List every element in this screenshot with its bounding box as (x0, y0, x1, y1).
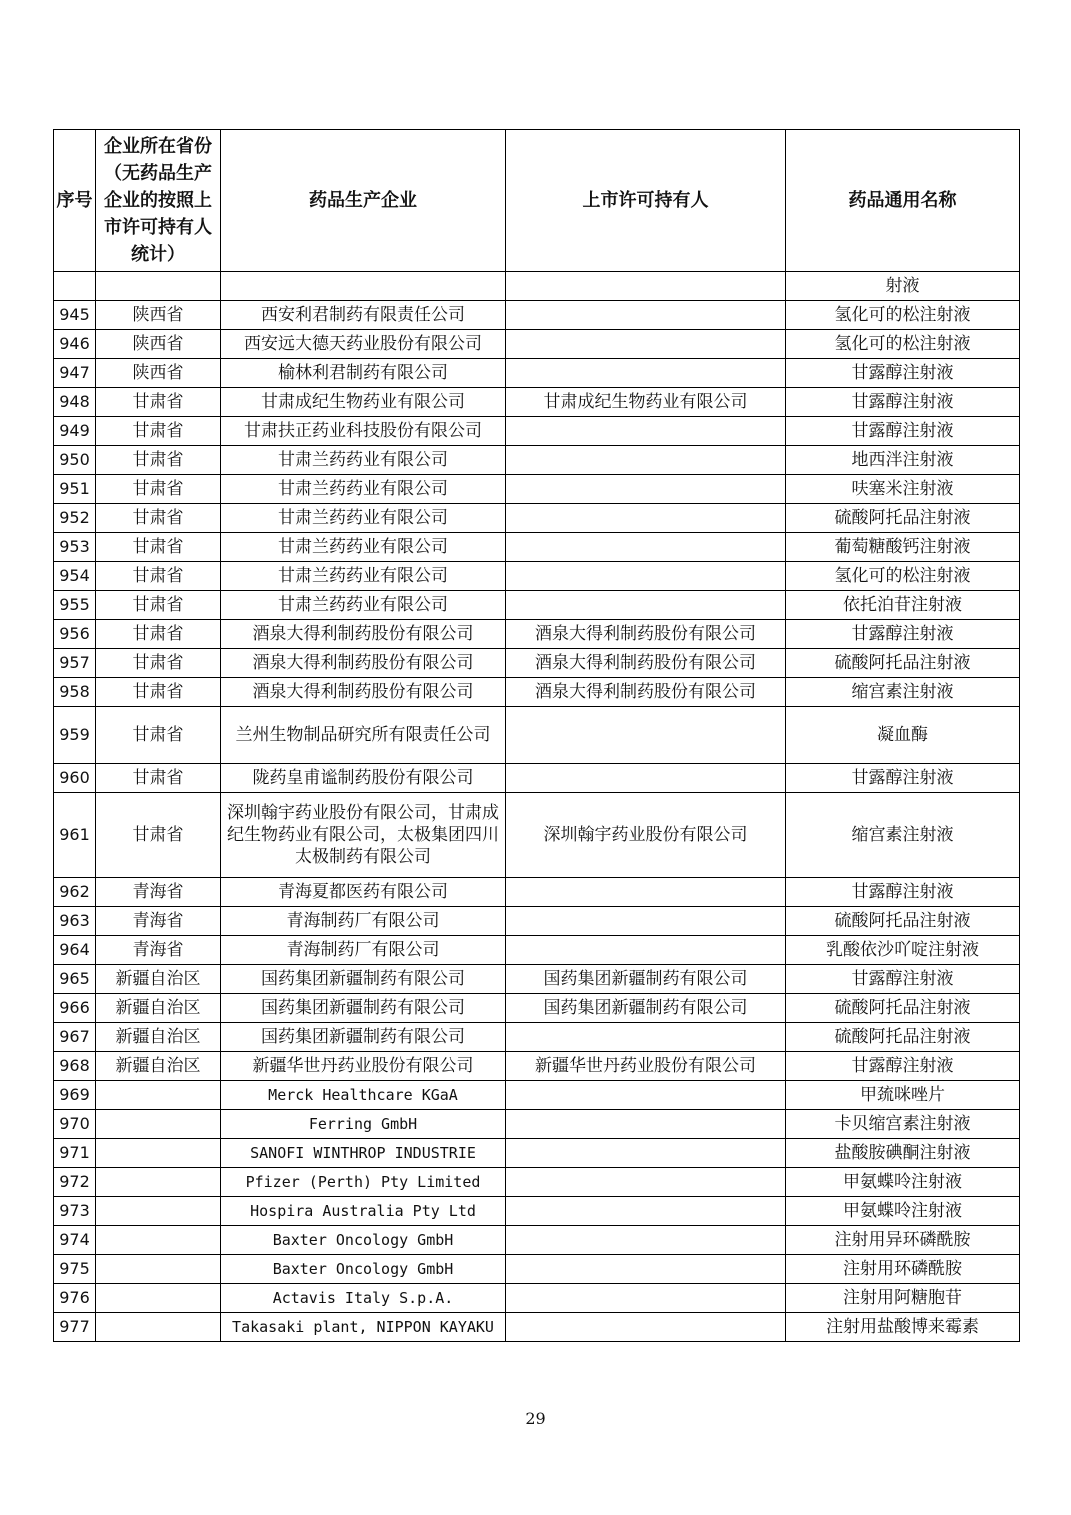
cell-drug: 硫酸阿托品注射液 (786, 907, 1020, 936)
cell-province: 甘肃省 (96, 533, 221, 562)
cell-drug: 甘露醇注射液 (786, 359, 1020, 388)
table-row (54, 907, 1020, 936)
cell-province (96, 272, 221, 301)
table-row (54, 793, 1020, 878)
cell-province: 甘肃省 (96, 591, 221, 620)
cell-manufacturer: Hospira Australia Pty Ltd (221, 1197, 506, 1226)
table-row (54, 649, 1020, 678)
cell-drug: 硫酸阿托品注射液 (786, 994, 1020, 1023)
cell-drug: 注射用盐酸博来霉素 (786, 1313, 1020, 1342)
table-row (54, 562, 1020, 591)
table-row (54, 446, 1020, 475)
cell-drug: 缩宫素注射液 (786, 793, 1020, 878)
cell-seq: 977 (54, 1313, 96, 1342)
cell-province: 新疆自治区 (96, 1023, 221, 1052)
cell-province (96, 1313, 221, 1342)
cell-manufacturer: 榆林利君制药有限公司 (221, 359, 506, 388)
cell-holder (506, 446, 786, 475)
cell-manufacturer: 甘肃兰药药业有限公司 (221, 504, 506, 533)
cell-holder (506, 504, 786, 533)
cell-holder (506, 1110, 786, 1139)
cell-holder: 国药集团新疆制药有限公司 (506, 994, 786, 1023)
table-row (54, 388, 1020, 417)
cell-drug: 甲氨蝶呤注射液 (786, 1197, 1020, 1226)
cell-manufacturer: 酒泉大得利制药股份有限公司 (221, 649, 506, 678)
cell-holder (506, 533, 786, 562)
cell-holder: 国药集团新疆制药有限公司 (506, 965, 786, 994)
cell-drug: 硫酸阿托品注射液 (786, 1023, 1020, 1052)
header-seq: 序号 (54, 130, 96, 272)
header-row (54, 130, 1020, 272)
cell-seq: 952 (54, 504, 96, 533)
cell-seq: 968 (54, 1052, 96, 1081)
cell-seq: 967 (54, 1023, 96, 1052)
cell-seq: 961 (54, 793, 96, 878)
cell-drug: 硫酸阿托品注射液 (786, 649, 1020, 678)
cell-holder (506, 707, 786, 764)
cell-drug: 氢化可的松注射液 (786, 301, 1020, 330)
cell-holder (506, 562, 786, 591)
cell-province (96, 1197, 221, 1226)
cell-holder (506, 1023, 786, 1052)
cell-seq: 976 (54, 1284, 96, 1313)
cell-seq: 955 (54, 591, 96, 620)
cell-drug: 硫酸阿托品注射液 (786, 504, 1020, 533)
cell-holder (506, 936, 786, 965)
table-row (54, 591, 1020, 620)
cell-province: 甘肃省 (96, 475, 221, 504)
cell-province: 陕西省 (96, 330, 221, 359)
cell-manufacturer: 甘肃兰药药业有限公司 (221, 533, 506, 562)
table-row (54, 878, 1020, 907)
header-holder: 上市许可持有人 (506, 130, 786, 272)
cell-holder: 深圳翰宇药业股份有限公司 (506, 793, 786, 878)
cell-province: 甘肃省 (96, 707, 221, 764)
cell-manufacturer: 甘肃兰药药业有限公司 (221, 591, 506, 620)
drug-list-table (53, 129, 1020, 1342)
cell-manufacturer: 酒泉大得利制药股份有限公司 (221, 620, 506, 649)
cell-province: 甘肃省 (96, 388, 221, 417)
cell-manufacturer: Actavis Italy S.p.A. (221, 1284, 506, 1313)
header-drug: 药品通用名称 (786, 130, 1020, 272)
cell-province: 甘肃省 (96, 764, 221, 793)
cell-holder (506, 1168, 786, 1197)
cell-drug: 氢化可的松注射液 (786, 562, 1020, 591)
cell-drug: 葡萄糖酸钙注射液 (786, 533, 1020, 562)
cell-holder (506, 878, 786, 907)
cell-province: 甘肃省 (96, 417, 221, 446)
table-row (54, 533, 1020, 562)
cell-holder (506, 1313, 786, 1342)
cell-province (96, 1168, 221, 1197)
cell-manufacturer: 陇药皇甫谧制药股份有限公司 (221, 764, 506, 793)
cell-drug: 甘露醇注射液 (786, 620, 1020, 649)
cell-holder (506, 907, 786, 936)
cell-province: 青海省 (96, 878, 221, 907)
cell-holder (506, 301, 786, 330)
cell-drug: 甘露醇注射液 (786, 388, 1020, 417)
cell-seq: 969 (54, 1081, 96, 1110)
table-row (54, 764, 1020, 793)
cell-drug: 缩宫素注射液 (786, 678, 1020, 707)
cell-manufacturer: Baxter Oncology GmbH (221, 1226, 506, 1255)
cell-seq: 945 (54, 301, 96, 330)
cell-drug: 注射用异环磷酰胺 (786, 1226, 1020, 1255)
cell-drug: 地西泮注射液 (786, 446, 1020, 475)
cell-province: 新疆自治区 (96, 1052, 221, 1081)
cell-manufacturer: 兰州生物制品研究所有限责任公司 (221, 707, 506, 764)
cell-drug: 凝血酶 (786, 707, 1020, 764)
cell-manufacturer: Merck Healthcare KGaA (221, 1081, 506, 1110)
cell-manufacturer: Ferring GmbH (221, 1110, 506, 1139)
cell-province: 甘肃省 (96, 620, 221, 649)
cell-seq: 964 (54, 936, 96, 965)
cell-drug: 甲巯咪唑片 (786, 1081, 1020, 1110)
cell-holder (506, 1081, 786, 1110)
table-row (54, 475, 1020, 504)
table-row (54, 1255, 1020, 1284)
cell-seq: 958 (54, 678, 96, 707)
cell-manufacturer: 甘肃兰药药业有限公司 (221, 475, 506, 504)
cell-province: 青海省 (96, 907, 221, 936)
cell-manufacturer: 西安利君制药有限责任公司 (221, 301, 506, 330)
cell-drug: 呋塞米注射液 (786, 475, 1020, 504)
cell-province (96, 1139, 221, 1168)
header-province: 企业所在省份（无药品生产企业的按照上市许可持有人统计） (96, 130, 221, 272)
cell-manufacturer: 新疆华世丹药业股份有限公司 (221, 1052, 506, 1081)
cell-province: 甘肃省 (96, 678, 221, 707)
cell-drug: 卡贝缩宫素注射液 (786, 1110, 1020, 1139)
cell-holder (506, 272, 786, 301)
cell-province (96, 1110, 221, 1139)
table-row (54, 678, 1020, 707)
cell-seq: 946 (54, 330, 96, 359)
cell-manufacturer: 甘肃成纪生物药业有限公司 (221, 388, 506, 417)
cell-seq: 947 (54, 359, 96, 388)
cell-province (96, 1284, 221, 1313)
table-row (54, 301, 1020, 330)
cell-province (96, 1081, 221, 1110)
cell-manufacturer: SANOFI WINTHROP INDUSTRIE (221, 1139, 506, 1168)
cell-seq: 956 (54, 620, 96, 649)
table-row (54, 1284, 1020, 1313)
table-row (54, 965, 1020, 994)
cell-seq: 966 (54, 994, 96, 1023)
cell-holder (506, 475, 786, 504)
cell-province: 陕西省 (96, 359, 221, 388)
cell-holder: 酒泉大得利制药股份有限公司 (506, 649, 786, 678)
cell-seq: 974 (54, 1226, 96, 1255)
cell-province: 甘肃省 (96, 562, 221, 591)
cell-drug: 甘露醇注射液 (786, 417, 1020, 446)
cell-seq: 959 (54, 707, 96, 764)
cell-holder (506, 417, 786, 446)
header-manufacturer: 药品生产企业 (221, 130, 506, 272)
table-row (54, 330, 1020, 359)
cell-seq: 975 (54, 1255, 96, 1284)
cell-manufacturer: 青海制药厂有限公司 (221, 936, 506, 965)
table-row (54, 1139, 1020, 1168)
cell-seq: 963 (54, 907, 96, 936)
cell-manufacturer: 深圳翰宇药业股份有限公司，甘肃成纪生物药业有限公司，太极集团四川太极制药有限公司 (221, 793, 506, 878)
cell-seq: 949 (54, 417, 96, 446)
cell-seq: 954 (54, 562, 96, 591)
cell-province: 新疆自治区 (96, 965, 221, 994)
cell-holder (506, 591, 786, 620)
cell-manufacturer: 国药集团新疆制药有限公司 (221, 994, 506, 1023)
cell-seq: 971 (54, 1139, 96, 1168)
table-row (54, 1197, 1020, 1226)
cell-seq: 951 (54, 475, 96, 504)
cell-seq: 970 (54, 1110, 96, 1139)
cell-holder (506, 1197, 786, 1226)
table-body (54, 272, 1020, 1342)
table-row (54, 620, 1020, 649)
cell-province: 甘肃省 (96, 446, 221, 475)
cell-drug: 氢化可的松注射液 (786, 330, 1020, 359)
cell-holder: 酒泉大得利制药股份有限公司 (506, 678, 786, 707)
cell-manufacturer: Baxter Oncology GmbH (221, 1255, 506, 1284)
cell-manufacturer: 甘肃兰药药业有限公司 (221, 562, 506, 591)
cell-manufacturer: 青海夏都医药有限公司 (221, 878, 506, 907)
cell-holder: 酒泉大得利制药股份有限公司 (506, 620, 786, 649)
cell-manufacturer: Takasaki plant, NIPPON KAYAKU (221, 1313, 506, 1342)
table-row (54, 1052, 1020, 1081)
cell-province: 甘肃省 (96, 649, 221, 678)
cell-holder (506, 1284, 786, 1313)
table-row (54, 936, 1020, 965)
cell-province (96, 1226, 221, 1255)
table-row (54, 504, 1020, 533)
cell-drug: 依托泊苷注射液 (786, 591, 1020, 620)
cell-seq: 957 (54, 649, 96, 678)
cell-seq: 973 (54, 1197, 96, 1226)
cell-drug: 注射用环磷酰胺 (786, 1255, 1020, 1284)
cell-manufacturer: 国药集团新疆制药有限公司 (221, 965, 506, 994)
cell-drug: 注射用阿糖胞苷 (786, 1284, 1020, 1313)
table-row (54, 994, 1020, 1023)
cell-holder (506, 1139, 786, 1168)
table-row (54, 1110, 1020, 1139)
cell-manufacturer: Pfizer (Perth) Pty Limited (221, 1168, 506, 1197)
table-row (54, 1313, 1020, 1342)
cell-manufacturer: 西安远大德天药业股份有限公司 (221, 330, 506, 359)
cell-holder: 新疆华世丹药业股份有限公司 (506, 1052, 786, 1081)
page-number: 29 (525, 1409, 546, 1428)
cell-seq: 965 (54, 965, 96, 994)
table-row (54, 1226, 1020, 1255)
cell-seq: 960 (54, 764, 96, 793)
table-row (54, 707, 1020, 764)
cell-drug: 甘露醇注射液 (786, 1052, 1020, 1081)
cell-manufacturer: 甘肃兰药药业有限公司 (221, 446, 506, 475)
cell-province: 陕西省 (96, 301, 221, 330)
cell-province: 甘肃省 (96, 504, 221, 533)
cell-province: 青海省 (96, 936, 221, 965)
cell-drug: 甘露醇注射液 (786, 878, 1020, 907)
table-row (54, 1081, 1020, 1110)
cell-province: 新疆自治区 (96, 994, 221, 1023)
cell-holder (506, 764, 786, 793)
cell-holder: 甘肃成纪生物药业有限公司 (506, 388, 786, 417)
cell-manufacturer: 国药集团新疆制药有限公司 (221, 1023, 506, 1052)
cell-manufacturer: 青海制药厂有限公司 (221, 907, 506, 936)
cell-holder (506, 1255, 786, 1284)
cell-province (96, 1255, 221, 1284)
cell-holder (506, 330, 786, 359)
cell-seq: 953 (54, 533, 96, 562)
cell-drug: 甲氨蝶呤注射液 (786, 1168, 1020, 1197)
cell-manufacturer: 酒泉大得利制药股份有限公司 (221, 678, 506, 707)
cell-holder (506, 1226, 786, 1255)
cell-drug: 射液 (786, 272, 1020, 301)
cell-seq: 948 (54, 388, 96, 417)
cell-seq (54, 272, 96, 301)
table-row (54, 272, 1020, 301)
cell-drug: 甘露醇注射液 (786, 965, 1020, 994)
cell-manufacturer: 甘肃扶正药业科技股份有限公司 (221, 417, 506, 446)
cell-seq: 950 (54, 446, 96, 475)
cell-province: 甘肃省 (96, 793, 221, 878)
cell-seq: 972 (54, 1168, 96, 1197)
table-row (54, 1023, 1020, 1052)
table-row (54, 1168, 1020, 1197)
cell-holder (506, 359, 786, 388)
cell-manufacturer (221, 272, 506, 301)
table-row (54, 359, 1020, 388)
cell-drug: 乳酸依沙吖啶注射液 (786, 936, 1020, 965)
table-row (54, 417, 1020, 446)
cell-drug: 盐酸胺碘酮注射液 (786, 1139, 1020, 1168)
cell-drug: 甘露醇注射液 (786, 764, 1020, 793)
cell-seq: 962 (54, 878, 96, 907)
